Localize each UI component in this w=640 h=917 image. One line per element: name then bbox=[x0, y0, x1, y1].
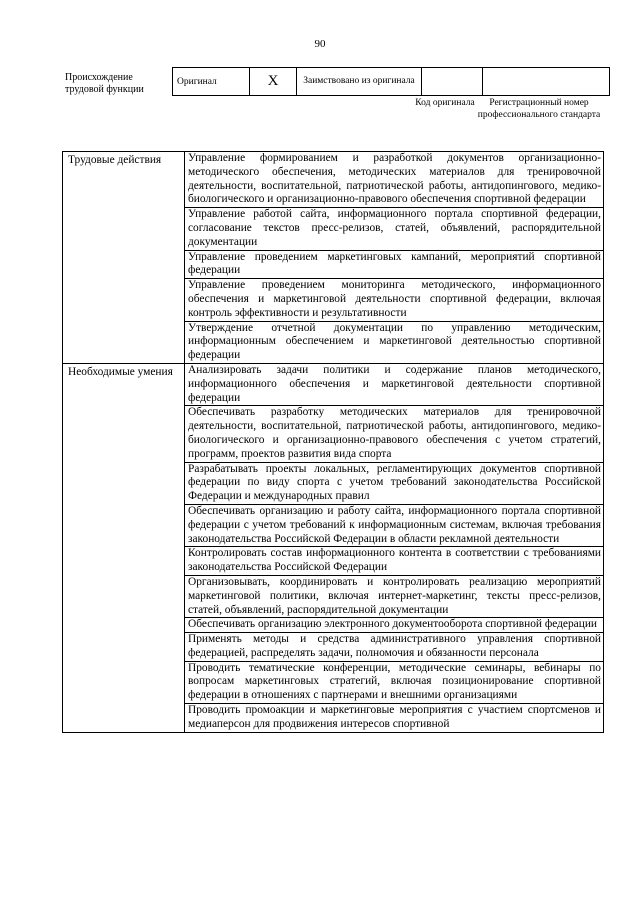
origin-table bbox=[172, 67, 610, 96]
list-item: Управление работой сайта, информационного портала спортивной федерации, согласование текстов пресс-релизов, статей, объявлений, распорядительной документации bbox=[185, 208, 604, 250]
table-row bbox=[63, 152, 604, 208]
list-item: Обеспечивать организацию электронного документооборота спортивной федерации bbox=[185, 618, 604, 633]
list-item: Управление проведением маркетинговых кампаний, мероприятий спортивной федерации bbox=[185, 250, 604, 279]
code-caption: Код оригинала bbox=[415, 98, 475, 108]
original-cell: Оригинал bbox=[173, 68, 250, 96]
origin-label: Происхождение трудовой функции bbox=[65, 72, 144, 95]
table-row bbox=[63, 363, 604, 405]
page-number: 90 bbox=[314, 38, 326, 50]
list-item: Обеспечивать разработку методических материалов для тренировочной деятельности, воспитательной, патриотической работы, антидопингового, медико-биологического и организационно-правового обеспечения с учетом стратегий, программ, проектов развития вида спорта bbox=[185, 406, 604, 462]
list-item: Обеспечивать организацию и работу сайта, информационного портала спортивной федерации с учетом требований к информационным системам, включая требования законодательства Российской Федерации в области рекламной деятельности bbox=[185, 504, 604, 546]
list-item: Управление формированием и разработкой документов организационно-методического обеспечения, методических материалов для тренировочной деятельности, воспитательной, патриотической работы, антидопингового, медико-биологического и организационно-правового обеспечения спортивной федерации bbox=[185, 152, 604, 208]
list-item: Разрабатывать проекты локальных, регламентирующих документов спортивной федерации по виду спорта с учетом требований законодательства Российской Федерации и международных правил bbox=[185, 462, 604, 504]
list-item: Проводить промоакции и маркетинговые мероприятия с участием спортсменов и медиаперсон для продвижения интересов спортивной bbox=[185, 704, 604, 733]
list-item: Организовывать, координировать и контролировать реализацию мероприятий маркетинговой политики, включая интернет-маркетинг, тексты пресс-релизов, статей, объявлений, распорядительной документации bbox=[185, 575, 604, 617]
list-item: Проводить тематические конференции, методические семинары, вебинары по вопросам маркетинговых стратегий, включая позиционирование спортивной федерации в отношениях с партнерами и внешними организациями bbox=[185, 661, 604, 703]
list-item: Применять методы и средства административного управления спортивной федерацией, распределять задачи, полномочия и обязанности персонала bbox=[185, 633, 604, 662]
section-title: Трудовые действия bbox=[63, 152, 185, 364]
function-table bbox=[62, 151, 604, 733]
original-code-cell bbox=[422, 68, 483, 96]
original-mark: X bbox=[250, 68, 297, 96]
registration-number-cell bbox=[483, 68, 610, 96]
registration-caption: Регистрационный номер профессионального стандарта bbox=[477, 98, 601, 120]
list-item: Контролировать состав информационного контента в соответствии с требованиями законодательства Российской Федерации bbox=[185, 547, 604, 576]
list-item: Анализировать задачи политики и содержание планов методического, информационного обеспечения и маркетинговой деятельности спортивной федерации bbox=[185, 363, 604, 405]
section-title: Необходимые умения bbox=[63, 363, 185, 732]
borrowed-cell: Заимствовано из оригинала bbox=[297, 68, 422, 96]
list-item: Утверждение отчетной документации по управлению методическим, информационным обеспечением и маркетинговой деятельностью спортивной федерации bbox=[185, 321, 604, 363]
list-item: Управление проведением мониторинга методического, информационного обеспечения и маркетинговой деятельности спортивной федерации, включая контроль эффективности и результативности bbox=[185, 279, 604, 321]
